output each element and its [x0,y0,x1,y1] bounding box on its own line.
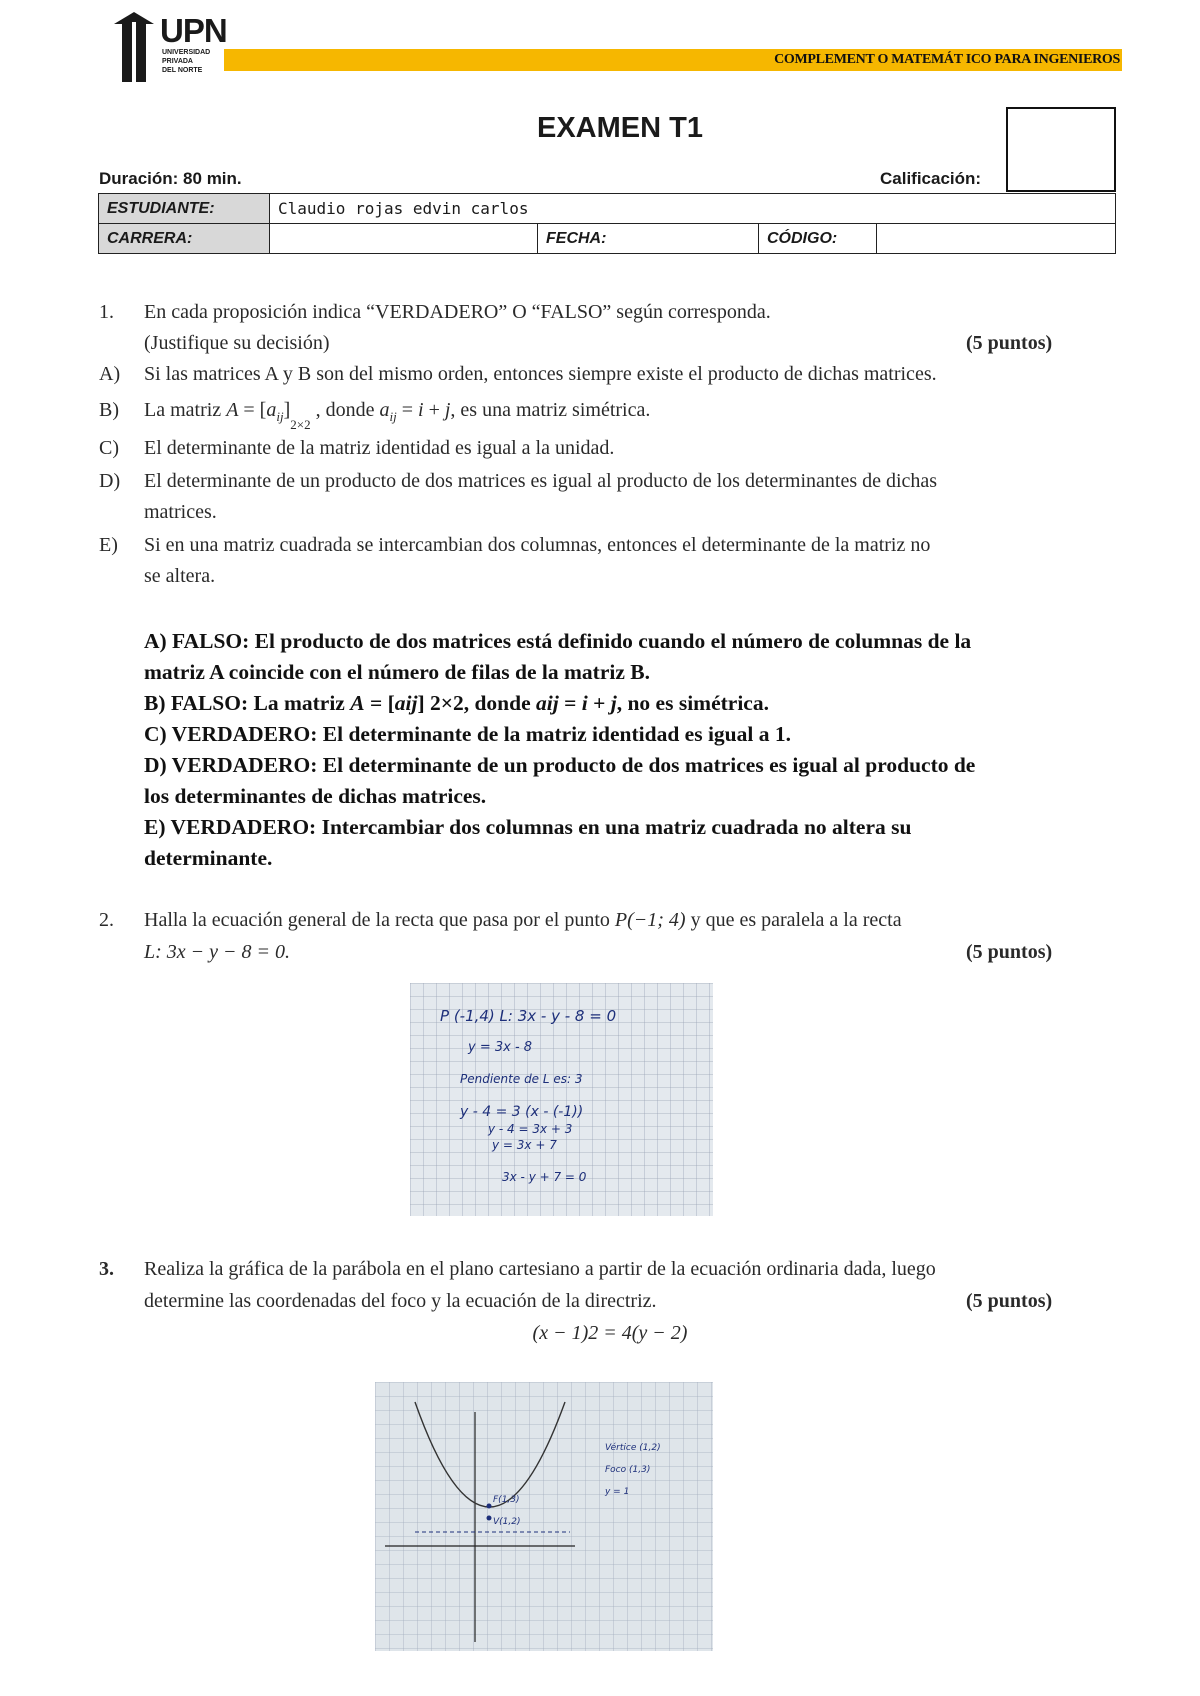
answer-b-m5: j [610,691,617,715]
q1-b-mid3: , donde [310,399,380,421]
hw2-vertex: V(1,2) [493,1517,521,1527]
career-row [99,224,1116,254]
date-label: FECHA: [538,224,759,254]
grade-label: Calificación: [880,169,982,188]
hw1-line3: Pendiente de L es: 3 [460,1072,583,1086]
career-label: CARRERA: [99,224,270,254]
answer-b [144,688,769,720]
answer-d-line2: los determinantes de dichas matrices. [144,784,487,808]
q1-item-c-letter: C) [99,437,119,459]
answer-b-m4: i [581,691,588,715]
q3-statement-line1: Realiza la gráfica de la parábola en el plano cartesiano a partir de la ecuación ordinaria dada, luego [144,1258,936,1280]
code-label: CÓDIGO: [759,224,877,254]
q1-b-m4: i [418,399,424,421]
q1-points: (5 puntos) [966,332,1053,354]
answer-b-post: , no es simétrica. [616,691,769,715]
q1-item-d-line2: matrices. [144,501,217,523]
q1-b-sub1: ij [276,409,284,424]
q1-b-mid2: ] [283,399,291,421]
career-field[interactable] [270,224,538,254]
answer-b-mid2: ] 2×2, donde [417,691,537,715]
hw2-note2: Foco (1,3) [605,1465,651,1475]
q1-item-a: Si las matrices A y B son del mismo orden, entonces siempre existe el producto de dichas matrices. [144,363,937,385]
q1-b-m1: A [226,399,239,421]
answer-b-m3: aij [536,691,559,715]
hw1-line2: y = 3x - 8 [468,1040,533,1055]
hw2-focus: F(1,3) [493,1495,520,1505]
q2-pre: Halla la ecuación general de la recta que pasa por el punto [144,909,615,931]
hw2-note3: y = 1 [605,1487,630,1497]
q1-b-mid4: = [396,399,419,421]
q1-item-d-line1: El determinante de un producto de dos matrices es igual al producto de los determinantes de dichas [144,470,938,492]
q1-b-m2: a [266,399,277,421]
q1-item-c: El determinante de la matriz identidad es igual a la unidad. [144,437,615,459]
answer-e-line1: E) VERDADERO: Intercambiar dos columnas en una matriz cuadrada no altera su [144,815,912,839]
q3-equation: (x − 1)2 = 4(y − 2) [532,1322,688,1344]
q1-b-mid5: + [423,399,445,421]
student-label: ESTUDIANTE: [99,194,270,224]
q1-item-a-letter: A) [99,363,121,385]
answer-b-mid1: = [ [364,691,395,715]
student-row [99,194,1116,224]
student-info-table [98,193,1116,254]
exam-title: EXAMEN T1 [537,112,703,144]
q1-item-b [144,395,650,432]
hw2-note1: Vértice (1,2) [605,1443,661,1453]
q1-item-d-letter: D) [99,470,121,492]
q1-item-b-letter: B) [99,399,119,421]
q1-item-e-line2: se altera. [144,565,216,587]
q1-number: 1. [99,301,114,323]
answer-b-pre: B) FALSO: La matriz [144,691,351,715]
q1-b-pre: La matriz [144,399,227,421]
q1-b-sub3: ij [389,409,397,424]
q1-statement: En cada proposición indica “VERDADERO” O “FALSO” según corresponda. [144,301,771,323]
student-field[interactable]: Claudio rojas edvin carlos [270,194,1116,224]
hw1-line7: 3x - y + 7 = 0 [502,1170,587,1184]
grade-box[interactable] [1006,107,1116,192]
logo-sub-1: UNIVERSIDAD [162,49,211,56]
q2-point: P(−1; 4) [614,909,686,931]
q1-b-post: , es una matriz simétrica. [450,399,651,421]
answer-a-line1: A) FALSO: El producto de dos matrices está definido cuando el número de columnas de la [144,629,972,653]
handwritten-solution-photo-1 [410,983,713,1216]
answer-d-line1: D) VERDADERO: El determinante de un producto de dos matrices es igual al producto de [144,753,976,777]
logo-text: UPN [160,12,227,49]
q2-number: 2. [99,909,114,931]
hw1-line5: y - 4 = 3x + 3 [488,1122,573,1136]
q2-mid: y que es paralela a la recta [685,909,902,931]
q2-line-equation: L: 3x − y − 8 = 0. [144,941,291,963]
q3-number: 3. [99,1258,114,1280]
parabola-graph-photo [375,1382,713,1651]
answer-b-mid4: + [587,691,611,715]
q1-b-mid1: = [ [238,399,267,421]
q1-justify: (Justifique su decisión) [144,332,330,354]
answer-c: C) VERDADERO: El determinante de la matriz identidad es igual a 1. [144,722,791,746]
answer-b-m2: aij [394,691,418,715]
course-name: COMPLEMENT O MATEMÁT ICO PARA INGENIEROS [774,52,1120,67]
q1-b-m3: a [379,399,390,421]
q2-points: (5 puntos) [966,941,1053,963]
answer-e-line2: determinante. [144,846,273,870]
q3-points: (5 puntos) [966,1290,1053,1312]
hw1-line4: y - 4 = 3 (x - (-1)) [460,1104,584,1120]
q3-statement-line2: determine las coordenadas del foco y la ecuación de la directriz. [144,1290,657,1312]
q1-b-m5: j [444,399,451,421]
logo-sub-2: PRIVADA [162,58,193,65]
q1-item-e-letter: E) [99,534,118,556]
q2-statement-line1 [144,905,902,936]
hw1-line6: y = 3x + 7 [492,1138,557,1152]
duration: Duración: 80 min. [99,169,242,188]
q1-b-sub2: 2×2 [290,417,311,432]
answer-b-m1: A [350,691,365,715]
code-field[interactable] [877,224,1116,254]
hw1-line1: P (-1,4) L: 3x - y - 8 = 0 [440,1007,617,1025]
logo-sub-3: DEL NORTE [162,67,203,74]
answer-b-mid3: = [558,691,582,715]
q1-item-e-line1: Si en una matriz cuadrada se intercambian dos columnas, entonces el determinante de la matriz no [144,534,931,556]
answer-a-line2: matriz A coincide con el número de filas de la matriz B. [144,660,650,684]
